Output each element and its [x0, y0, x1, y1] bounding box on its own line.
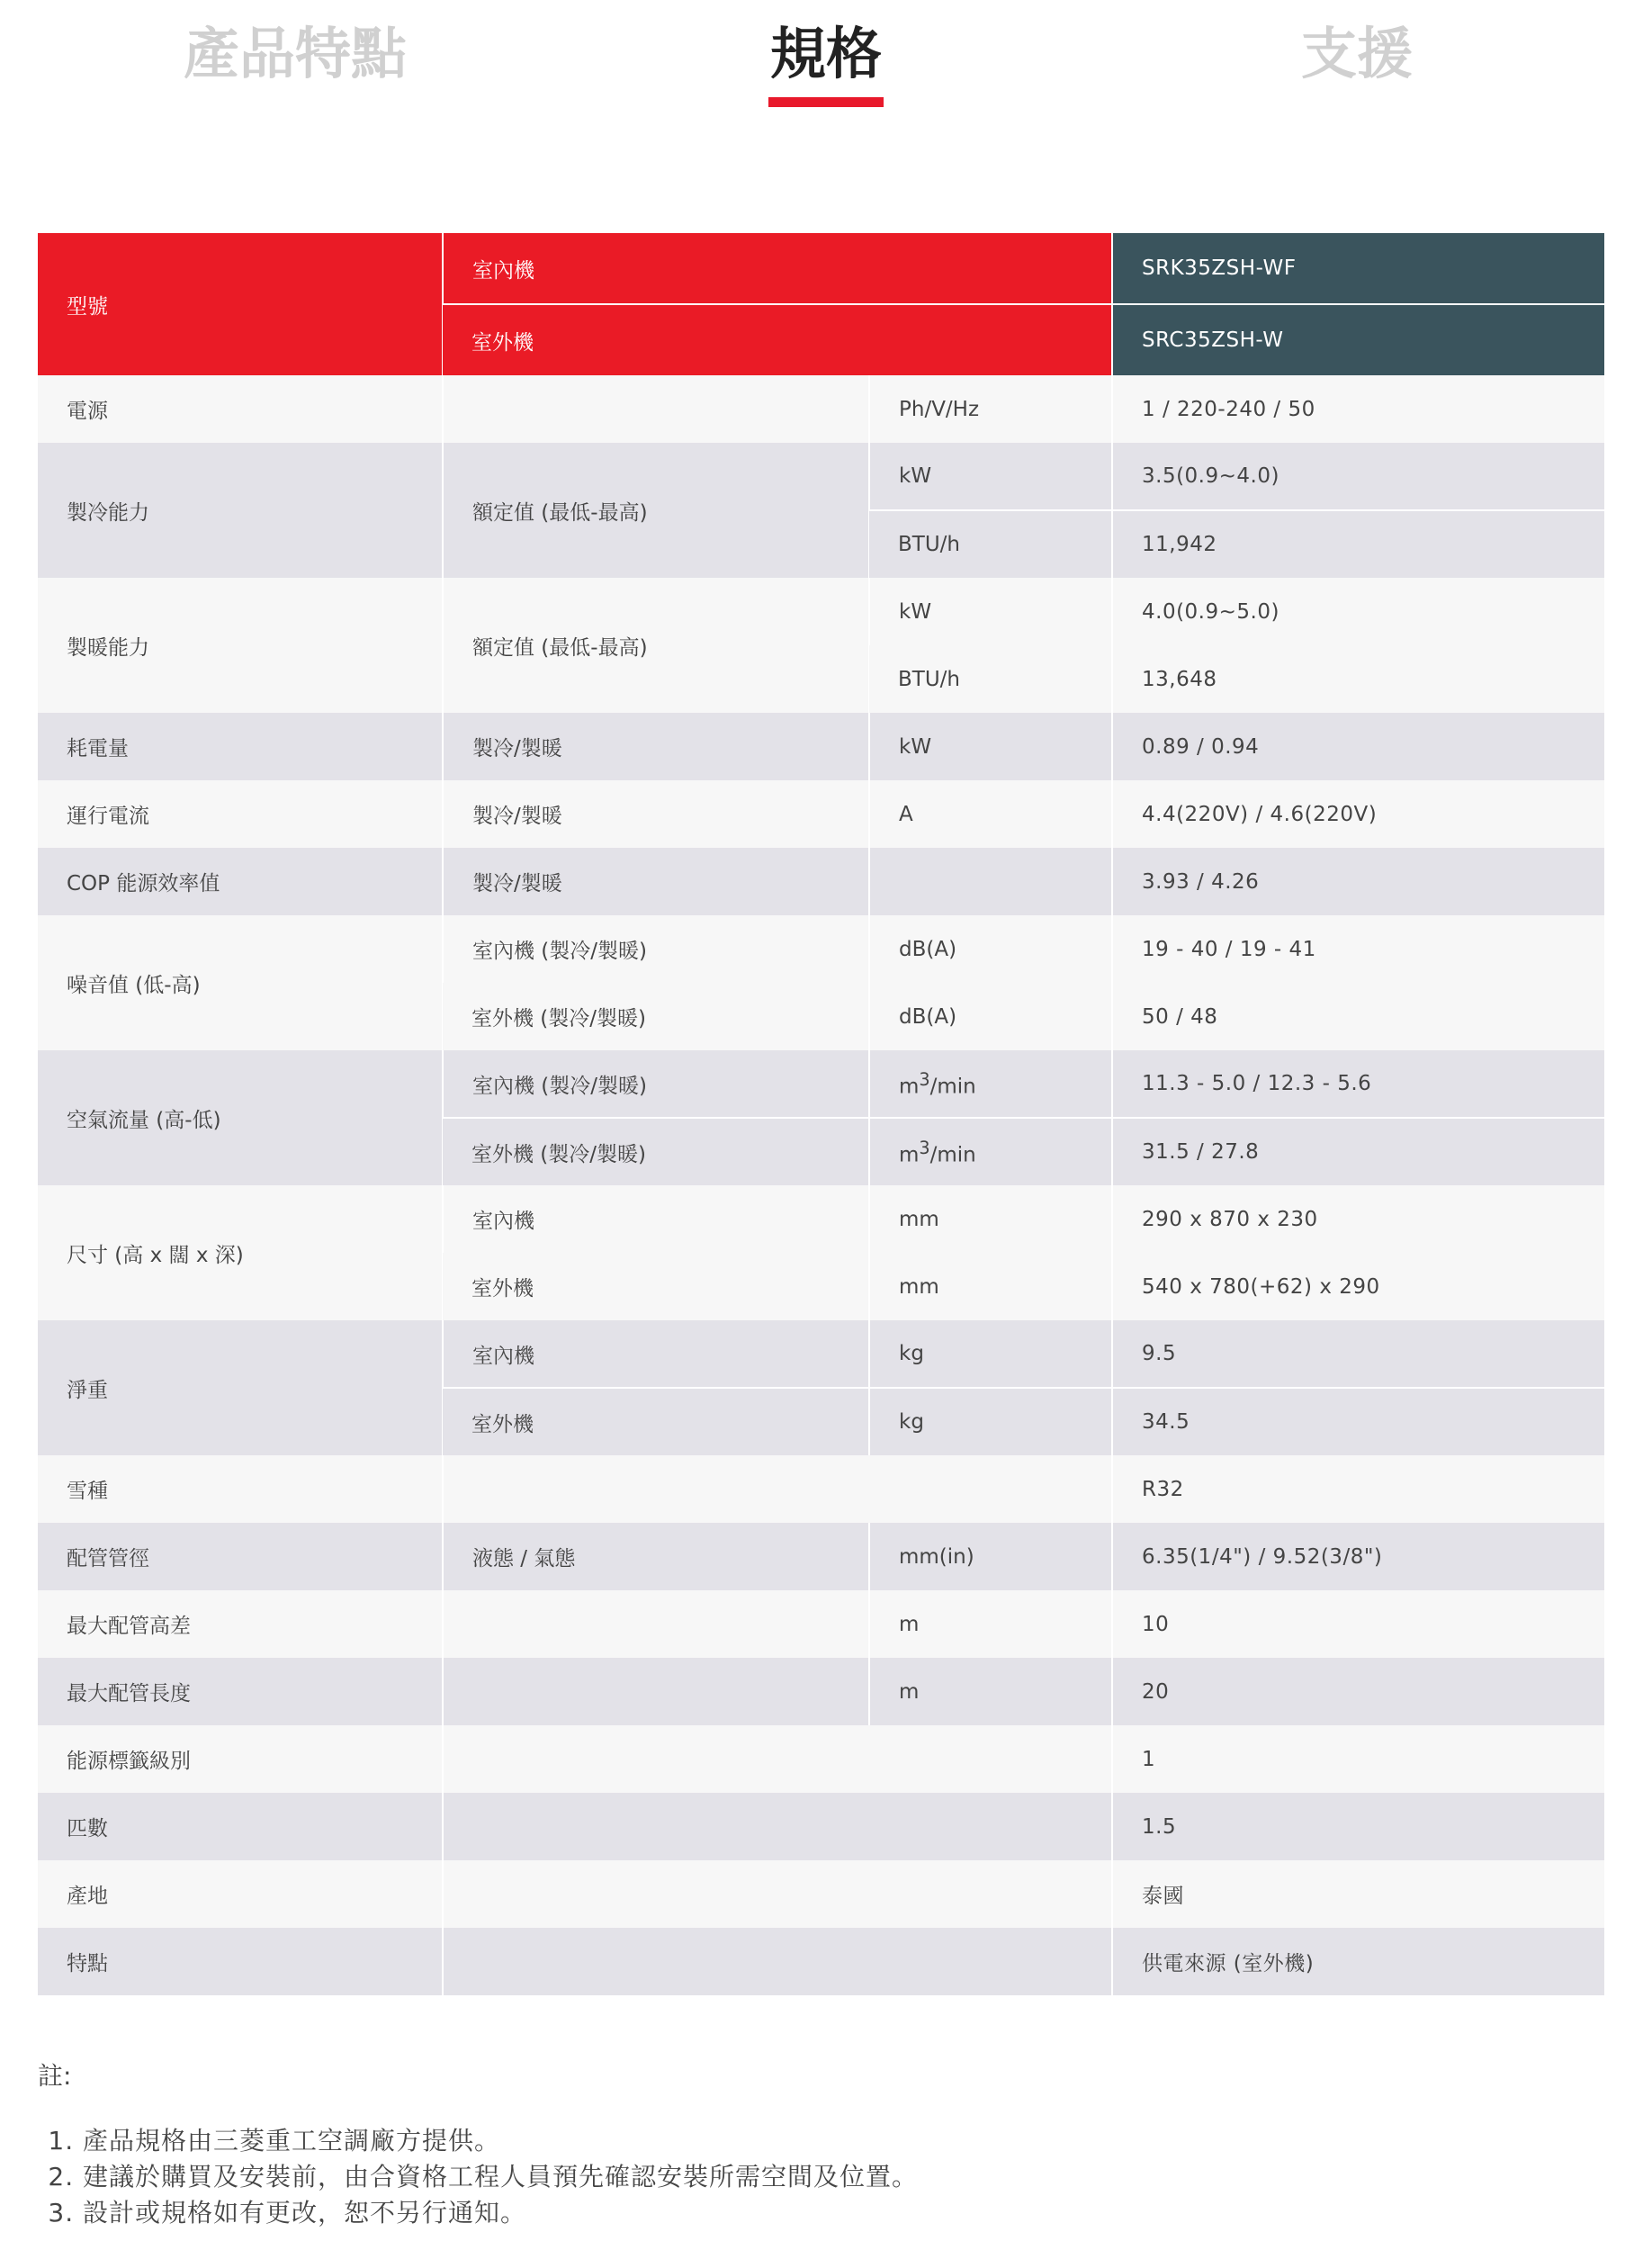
- spec-unit-noise-indoor: dB(A): [869, 915, 1112, 983]
- table-row-refrigerant: [38, 1455, 1604, 1523]
- spec-value-max-length: 20: [1112, 1658, 1604, 1725]
- unit-sup: 3: [919, 1137, 930, 1158]
- unit-tail: /min: [929, 1075, 976, 1099]
- spec-table: [38, 233, 1604, 1995]
- unit-tail: /min: [929, 1143, 976, 1167]
- tab-support[interactable]: 支援: [1300, 21, 1413, 86]
- spec-sub-refrigerant: [443, 1455, 1112, 1523]
- spec-label-heating: 製暖能力: [38, 578, 443, 713]
- spec-value-weight-outdoor: 34.5: [1112, 1388, 1604, 1455]
- spec-label-cop: COP 能源效率值: [38, 848, 443, 915]
- spec-label-airflow: 空氣流量 (高-低): [38, 1050, 443, 1185]
- spec-label-feature: 特點: [38, 1928, 443, 1995]
- spec-sub-heating: 額定值 (最低-最高): [443, 578, 869, 713]
- spec-unit-current: A: [869, 780, 1112, 848]
- spec-unit-size-outdoor: mm: [869, 1253, 1112, 1320]
- spec-label-consumption: 耗電量: [38, 713, 443, 780]
- tab-specifications[interactable]: [691, 9, 961, 99]
- spec-unit-airflow-indoor: [869, 1050, 1112, 1118]
- spec-value-airflow-indoor: 11.3 - 5.0 / 12.3 - 5.6: [1112, 1050, 1604, 1118]
- spec-sub-weight-outdoor: 室外機: [443, 1388, 869, 1455]
- spec-label-power: 電源: [38, 375, 443, 443]
- active-tab-indicator: [768, 97, 884, 107]
- notes-section: [38, 2056, 918, 2231]
- table-row-consumption: [38, 713, 1604, 780]
- spec-unit-airflow-outdoor: [869, 1118, 1112, 1185]
- spec-unit-size-indoor: mm: [869, 1185, 1112, 1253]
- spec-unit-consumption: kW: [869, 713, 1112, 780]
- spec-value-feature: 供電來源 (室外機): [1112, 1928, 1604, 1995]
- model-outdoor-value: SRC35ZSH-W: [1112, 304, 1604, 375]
- unit-base: m: [899, 1143, 920, 1167]
- spec-unit-piping: mm(in): [869, 1523, 1112, 1590]
- spec-value-heating-kw: 4.0(0.9~5.0): [1112, 578, 1604, 645]
- tab-bar: [0, 0, 1652, 117]
- unit-sup: 3: [919, 1068, 930, 1090]
- spec-sub-size-indoor: 室內機: [443, 1185, 869, 1253]
- spec-unit-max-length: m: [869, 1658, 1112, 1725]
- note-item: 2. 建議於購買及安裝前，由合資格工程人員預先確認安裝所需空間及位置。: [83, 2159, 918, 2195]
- spec-unit-cooling-btu: BTU/h: [869, 510, 1112, 578]
- spec-value-refrigerant: R32: [1112, 1455, 1604, 1523]
- spec-label-max-height: 最大配管高差: [38, 1590, 443, 1658]
- table-row-max-height: [38, 1590, 1604, 1658]
- spec-sub-consumption: 製冷/製暖: [443, 713, 869, 780]
- spec-label-size: 尺寸 (高 x 闊 x 深): [38, 1185, 443, 1320]
- spec-sub-airflow-outdoor: 室外機 (製冷/製暖): [443, 1118, 869, 1185]
- spec-unit-heating-kw: kW: [869, 578, 1112, 645]
- spec-value-airflow-outdoor: 31.5 / 27.8: [1112, 1118, 1604, 1185]
- unit-base: m: [899, 1075, 920, 1099]
- spec-sub-power: [443, 375, 869, 443]
- spec-label-hp: 匹數: [38, 1793, 443, 1860]
- table-row-size: [38, 1185, 1604, 1253]
- table-row-airflow: [38, 1050, 1604, 1118]
- table-row-origin: [38, 1860, 1604, 1928]
- table-row-model-indoor: [38, 233, 1604, 304]
- table-row-max-length: [38, 1658, 1604, 1725]
- spec-label-refrigerant: 雪種: [38, 1455, 443, 1523]
- spec-label-cooling: 製冷能力: [38, 443, 443, 578]
- spec-sub-origin: [443, 1860, 1112, 1928]
- note-item: 1. 產品規格由三菱重工空調廠方提供。: [83, 2123, 918, 2159]
- spec-value-weight-indoor: 9.5: [1112, 1320, 1604, 1388]
- spec-sub-weight-indoor: 室內機: [443, 1320, 869, 1388]
- spec-unit-weight-indoor: kg: [869, 1320, 1112, 1388]
- table-row-weight: [38, 1320, 1604, 1388]
- table-row-cooling: [38, 443, 1604, 510]
- spec-value-heating-btu: 13,648: [1112, 645, 1604, 713]
- table-row-hp: [38, 1793, 1604, 1860]
- spec-sub-noise-indoor: 室內機 (製冷/製暖): [443, 915, 869, 983]
- table-row-cop: [38, 848, 1604, 915]
- spec-value-energy-label: 1: [1112, 1725, 1604, 1793]
- spec-label-max-length: 最大配管長度: [38, 1658, 443, 1725]
- spec-sub-size-outdoor: 室外機: [443, 1253, 869, 1320]
- spec-label-origin: 產地: [38, 1860, 443, 1928]
- spec-sub-max-length: [443, 1658, 869, 1725]
- spec-sub-current: 製冷/製暖: [443, 780, 869, 848]
- spec-label-noise: 噪音值 (低-高): [38, 915, 443, 1050]
- table-row-power: [38, 375, 1604, 443]
- table-row-heating: [38, 578, 1604, 645]
- spec-value-cop: 3.93 / 4.26: [1112, 848, 1604, 915]
- spec-value-hp: 1.5: [1112, 1793, 1604, 1860]
- spec-sub-max-height: [443, 1590, 869, 1658]
- spec-unit-heating-btu: BTU/h: [869, 645, 1112, 713]
- spec-sub-cooling: 額定值 (最低-最高): [443, 443, 869, 578]
- table-row-energy-label: [38, 1725, 1604, 1793]
- spec-label-energy-label: 能源標籤級別: [38, 1725, 443, 1793]
- spec-label-piping: 配管管徑: [38, 1523, 443, 1590]
- spec-label-current: 運行電流: [38, 780, 443, 848]
- spec-value-size-outdoor: 540 x 780(+62) x 290: [1112, 1253, 1604, 1320]
- table-row-feature: [38, 1928, 1604, 1995]
- spec-sub-hp: [443, 1793, 1112, 1860]
- spec-label-weight: 淨重: [38, 1320, 443, 1455]
- spec-unit-cooling-kw: kW: [869, 443, 1112, 510]
- spec-sub-energy-label: [443, 1725, 1112, 1793]
- spec-value-max-height: 10: [1112, 1590, 1604, 1658]
- spec-sub-airflow-indoor: 室內機 (製冷/製暖): [443, 1050, 869, 1118]
- spec-value-size-indoor: 290 x 870 x 230: [1112, 1185, 1604, 1253]
- spec-value-power: 1 / 220-240 / 50: [1112, 375, 1604, 443]
- spec-sub-feature: [443, 1928, 1112, 1995]
- spec-unit-weight-outdoor: kg: [869, 1388, 1112, 1455]
- spec-unit-noise-outdoor: dB(A): [869, 983, 1112, 1050]
- spec-value-consumption: 0.89 / 0.94: [1112, 713, 1604, 780]
- spec-value-cooling-btu: 11,942: [1112, 510, 1604, 578]
- notes-title: 註:: [38, 2061, 72, 2091]
- spec-value-origin: 泰國: [1112, 1860, 1604, 1928]
- model-indoor-value: SRK35ZSH-WF: [1112, 233, 1604, 304]
- note-item: 3. 設計或規格如有更改，恕不另行通知。: [83, 2195, 918, 2231]
- spec-sub-noise-outdoor: 室外機 (製冷/製暖): [443, 983, 869, 1050]
- tab-product-features[interactable]: 產品特點: [183, 21, 407, 86]
- spec-unit-max-height: m: [869, 1590, 1112, 1658]
- spec-sub-piping: 液態 / 氣態: [443, 1523, 869, 1590]
- table-row-noise: [38, 915, 1604, 983]
- spec-value-noise-outdoor: 50 / 48: [1112, 983, 1604, 1050]
- spec-sub-cop: 製冷/製暖: [443, 848, 869, 915]
- spec-value-piping: 6.35(1/4") / 9.52(3/8"): [1112, 1523, 1604, 1590]
- model-outdoor-label: 室外機: [443, 304, 1112, 375]
- table-row-current: [38, 780, 1604, 848]
- spec-unit-power: Ph/V/Hz: [869, 375, 1112, 443]
- spec-value-current: 4.4(220V) / 4.6(220V): [1112, 780, 1604, 848]
- spec-label-model: 型號: [38, 233, 443, 375]
- table-row-piping: [38, 1523, 1604, 1590]
- spec-value-cooling-kw: 3.5(0.9~4.0): [1112, 443, 1604, 510]
- model-indoor-label: 室內機: [443, 233, 1112, 304]
- spec-unit-cop: [869, 848, 1112, 915]
- tab-specifications-label: 規格: [769, 21, 882, 86]
- spec-value-noise-indoor: 19 - 40 / 19 - 41: [1112, 915, 1604, 983]
- notes-list: [38, 2123, 918, 2231]
